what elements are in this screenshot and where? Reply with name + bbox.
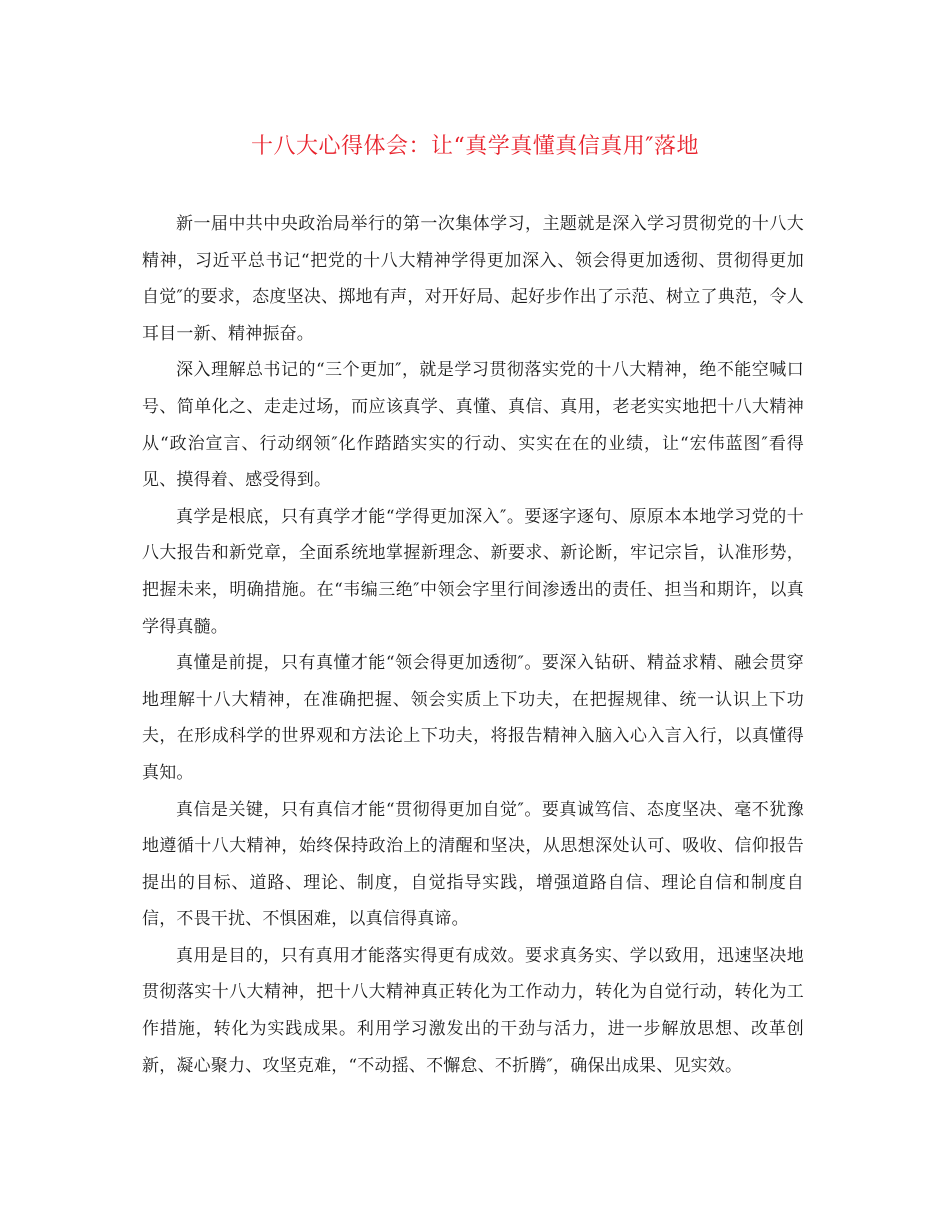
paragraph-1: 新一届中共中央政治局举行的第一次集体学习，主题就是深入学习贯彻党的十八大精神，习近平总书记“把党的十八大精神学得更加深入、领会得更加透彻、贯彻得更加自觉″的要求，态度坚决、掷地有声，对开好局、起好步作出了示范、树立了典范，令人耳目一新、精神振奋。 <box>142 214 804 344</box>
paragraph-2: 深入理解总书记的“三个更加″，就是学习贯彻落实党的十八大精神，绝不能空喊口号、简单化之、走走过场，而应该真学、真懂、真信、真用，老老实实地把十八大精神从“政治宣言、行动纲领″化作踏踏实实的行动、实实在在的业绩，让“宏伟蓝图″看得见、摸得着、感受得到。 <box>142 360 804 491</box>
document-title: 十八大心得体会：让“真学真懂真信真用″落地 <box>251 134 699 159</box>
paragraph-6: 真用是目的，只有真用才能落实得更有成效。要求真务实、学以致用，迅速坚决地贯彻落实十八大精神，把十八大精神真正转化为工作动力，转化为自觉行动，转化为工作措施，转化为实践成果。利用学习激发出的干劲与活力，进一步解放思想、改革创新，凝心聚力、攻坚克难，“不动摇、不懈怠、不折腾″，确保出成果、见实效。 <box>142 945 804 1076</box>
paragraph-3: 真学是根底，只有真学才能“学得更加深入″。要逐字逐句、原原本本地学习党的十八大报告和新党章，全面系统地掌握新理念、新要求、新论断，牢记宗旨，认准形势，把握未来，明确措施。在“韦编三绝″中领会字里行间渗透出的责任、担当和期许，以真学得真髓。 <box>142 506 804 637</box>
paragraph-5: 真信是关键，只有真信才能“贯彻得更加自觉″。要真诚笃信、态度坚决、毫不犹豫地遵循十八大精神，始终保持政治上的清醒和坚决，从思想深处认可、吸收、信仰报告提出的目标、道路、理论、制度，自觉指导实践，增强道路自信、理论自信和制度自信，不畏干扰、不惧困难，以真信得真谛。 <box>142 799 804 930</box>
document-body <box>142 206 804 1084</box>
paragraph-4: 真懂是前提，只有真懂才能“领会得更加透彻″。要深入钻研、精益求精、融会贯穿地理解十八大精神，在准确把握、领会实质上下功夫，在把握规律、统一认识上下功夫，在形成科学的世界观和方法论上下功夫，将报告精神入脑入心入言入行，以真懂得真知。 <box>142 653 804 783</box>
